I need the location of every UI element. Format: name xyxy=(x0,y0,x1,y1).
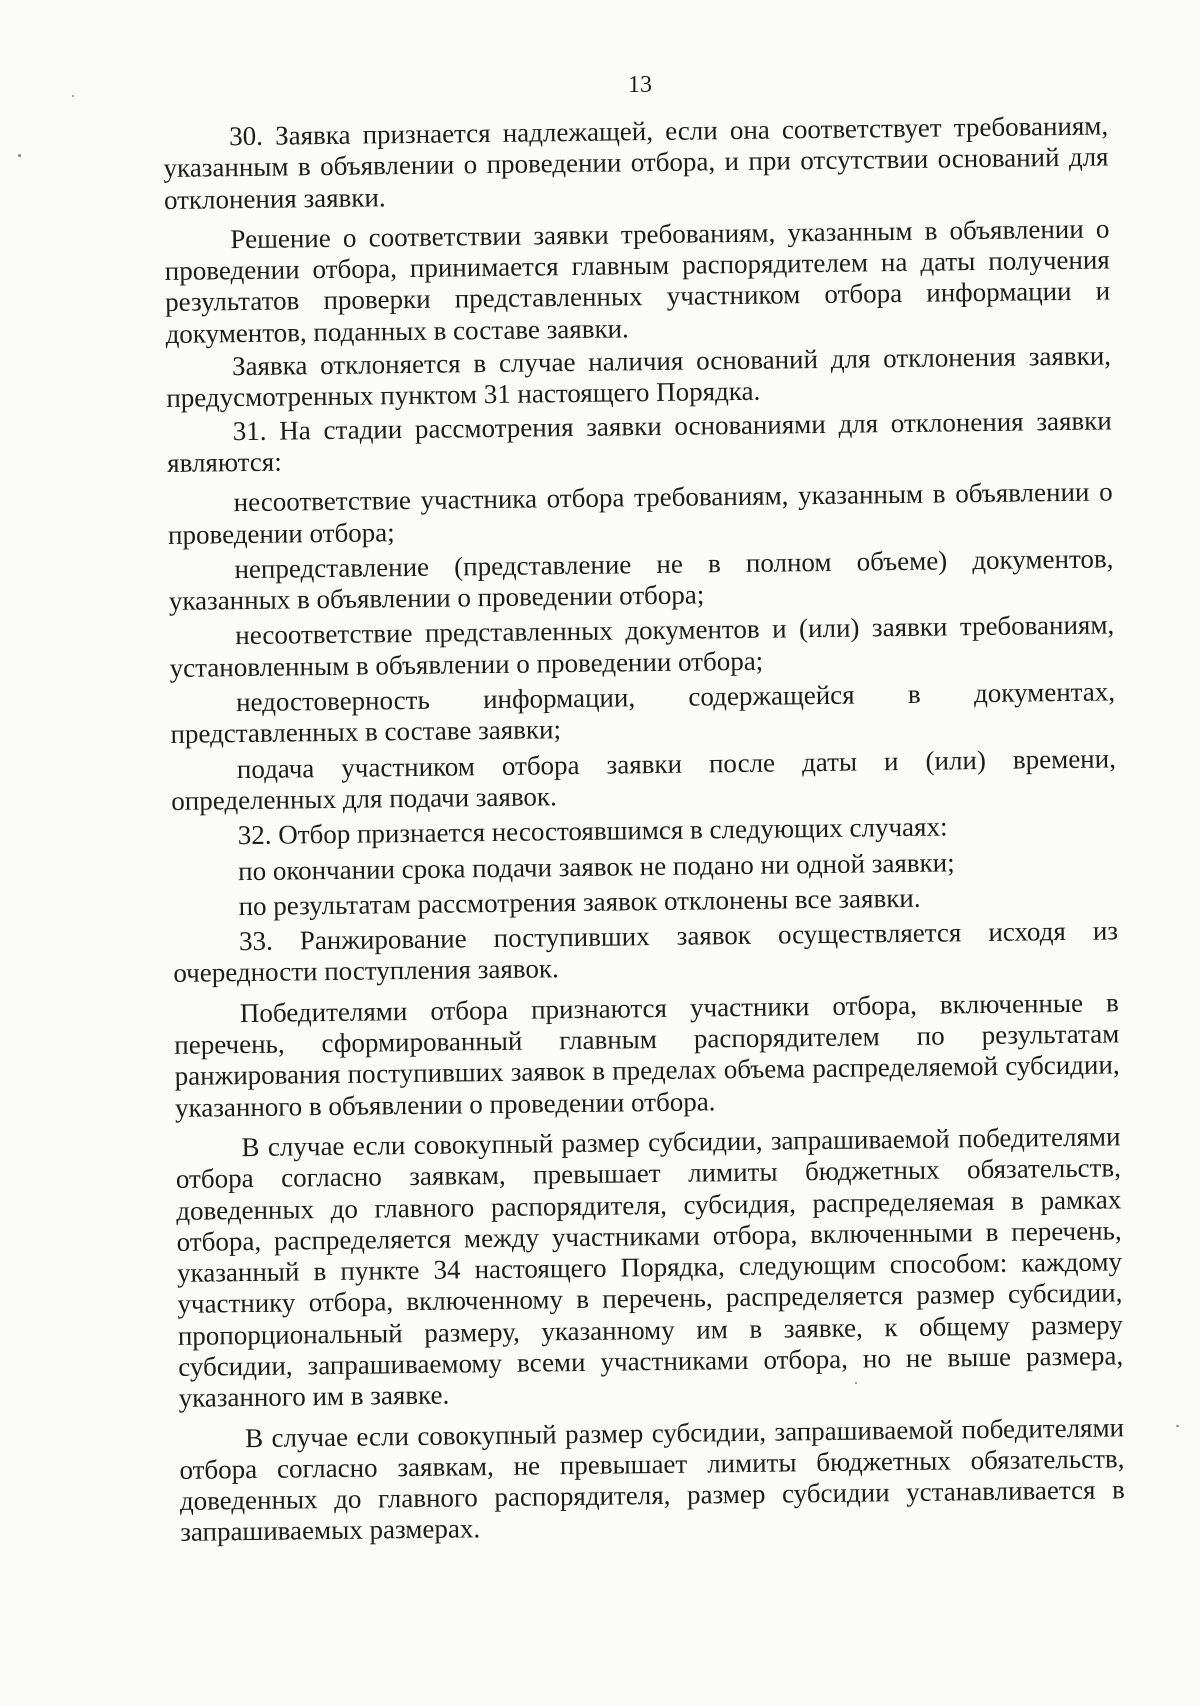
scan-speck xyxy=(72,95,74,97)
scan-speck xyxy=(18,154,21,157)
document-body xyxy=(163,110,1125,1550)
list-item-31-5: подача участником отбора заявки после даты и (или) времени, определенных для подачи заявок. xyxy=(171,743,1117,816)
list-item-32-2: по результатам рассмотрения заявок отклонены все заявки. xyxy=(238,882,921,921)
list-item-31-4: недостоверность информации, содержащейся в документах, представленных в составе заявки; xyxy=(170,676,1116,750)
list-item-31-1: несоответствие участника отбора требованиям, указанным в объявлении о проведении отбора; xyxy=(167,476,1113,550)
paragraph-30-decision: Решение о соответствии заявки требованиям, указанным в объявлении о проведении отбора, принимается главным распорядителем на даты получения результатов проверки представленных участником отбора информации и документов, поданных в составе заявки. xyxy=(164,213,1111,349)
paragraph-30-rejection: Заявка отклоняется в случае наличия оснований для отклонения заявки, предусмотренных пунктом 31 настоящего Порядка. xyxy=(166,340,1112,414)
paragraph-33-within: В случае если совокупный размер субсидии, запрашиваемой победителями отбора согласно заявкам, не превышает лимиты бюджетных обязательств, доведенных до главного распорядителя, размер субсидии устанавливается в запрашиваемых размерах. xyxy=(179,1411,1125,1548)
paragraph-33: 33. Ранжирование поступивших заявок осуществляется исходя из очередности поступления заявок. xyxy=(173,915,1119,989)
paragraph-33-winners: Победителями отбора признаются участники отбора, включенные в перечень, сформированный главным распорядителем по результатам ранжирования поступивших заявок в пределах объема распределяемой субсидии, указанного в объявлении о проведении отбора. xyxy=(174,987,1120,1123)
list-item-31-3: несоответствие представленных документов и (или) заявки требованиям, установленным в объявлении о проведении отбора; xyxy=(169,609,1115,683)
list-item-32-1: по окончании срока подачи заявок не подано ни одной заявки; xyxy=(237,846,955,886)
scan-speck xyxy=(855,1382,857,1384)
paragraph-30: 30. Заявка признается надлежащей, если она соответствует требованиям, указанным в объявлении о проведении отбора, и при отсутствии оснований для отклонения заявки. xyxy=(163,110,1109,215)
paragraph-33-exceeds: В случае если совокупный размер субсидии, запрашиваемой победителями отбора согласно заявкам, превышает лимиты бюджетных обязательств, доведенных до главного распорядителя, субсидия, распределяемая в рамках отбора, распределяется между участниками отбора, включенными в перечень, указанный в пункте 34 настоящего Порядка, следующим способом: каждому участнику отбора, включенному в перечень, распределяется размер субсидии, пропорциональный размеру, указанному им в заявке, к общему размеру субсидии, запрашиваемому всеми участниками отбора, но не выше размера, указанного им в заявке. xyxy=(175,1121,1124,1414)
page-number: 13 xyxy=(628,72,652,98)
paragraph-32: 32. Отбор признается несостоявшимся в следующих случаях: xyxy=(237,811,948,851)
scan-speck xyxy=(1176,1425,1179,1427)
paragraph-31: 31. На стадии рассмотрения заявки основаниями для отклонения заявки являются: xyxy=(166,405,1112,478)
list-item-31-2: непредставление (представление не в полном объеме) документов, указанных в объявлении о проведении отбора; xyxy=(168,543,1114,617)
